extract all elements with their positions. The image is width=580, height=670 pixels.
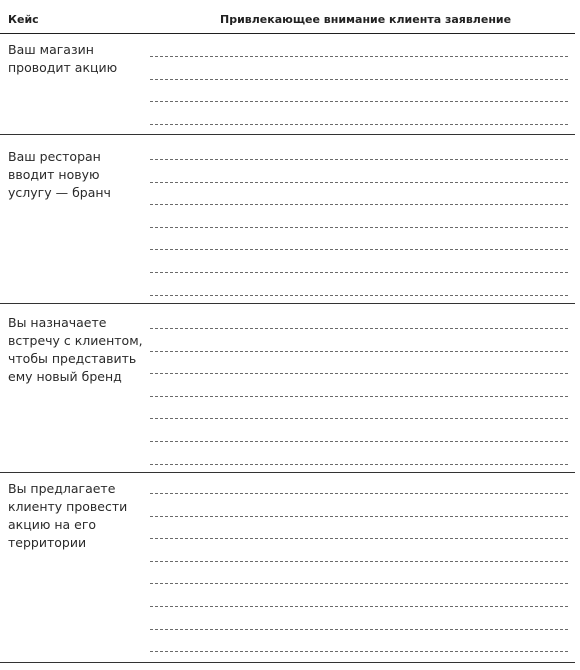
answer-line[interactable] [150,583,568,584]
answer-line[interactable] [150,182,568,183]
answer-line[interactable] [150,328,568,329]
answer-line[interactable] [150,629,568,630]
column-header-case: Кейс [8,13,39,26]
case-row [0,135,575,304]
answer-line[interactable] [150,441,568,442]
answer-line[interactable] [150,464,568,465]
answer-line[interactable] [150,373,568,374]
answer-line[interactable] [150,159,568,160]
answer-line[interactable] [150,351,568,352]
answer-line[interactable] [150,651,568,652]
answer-line[interactable] [150,204,568,205]
answer-line[interactable] [150,538,568,539]
answer-line[interactable] [150,295,568,296]
case-description: Ваш магазин проводит акцию [8,42,118,75]
answer-line[interactable] [150,249,568,250]
answer-line[interactable] [150,227,568,228]
case-description: Вы назначаете встречу с клиентом, чтобы представить ему новый бренд [8,315,143,384]
answer-line[interactable] [150,101,568,102]
table-header [0,0,575,34]
case-row [0,34,575,135]
answer-line[interactable] [150,79,568,80]
answer-line[interactable] [150,124,568,125]
answer-line[interactable] [150,493,568,494]
answer-line[interactable] [150,418,568,419]
answer-line[interactable] [150,272,568,273]
case-description: Вы предлагаете клиенту провести акцию на его территории [8,481,128,550]
column-header-statement: Привлекающее внимание клиента заявление [220,13,512,26]
answer-line[interactable] [150,396,568,397]
case-row [0,473,575,663]
answer-line[interactable] [150,606,568,607]
case-description: Ваш ресторан вводит новую услугу — бранч [8,149,111,200]
answer-line[interactable] [150,56,568,57]
case-row [0,304,575,473]
answer-line[interactable] [150,561,568,562]
answer-line[interactable] [150,516,568,517]
